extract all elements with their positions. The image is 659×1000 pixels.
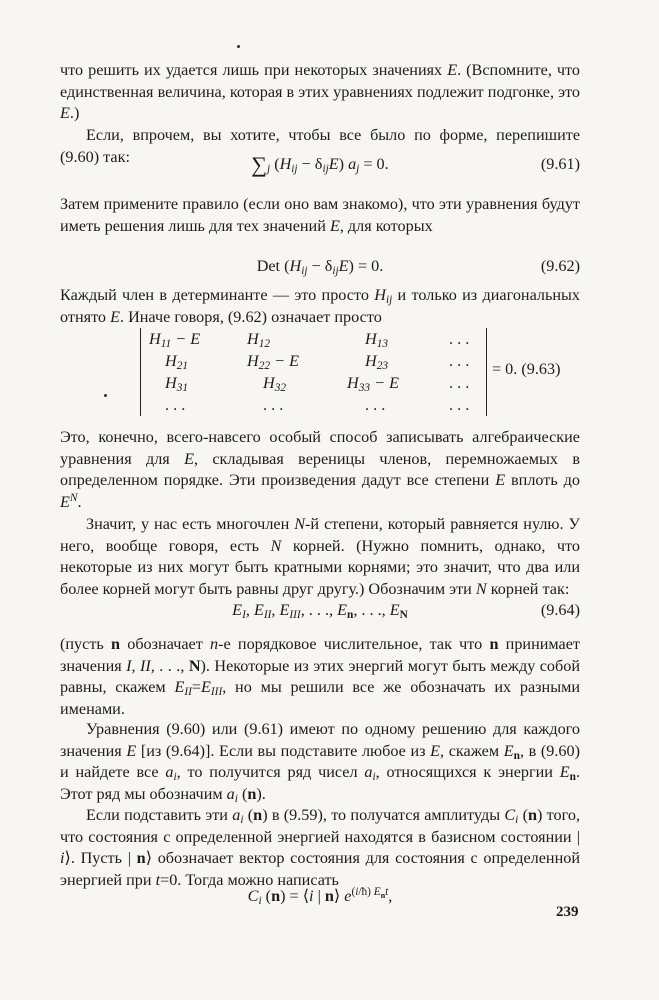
speck	[104, 394, 107, 397]
matrix-cell: . . .	[449, 352, 470, 370]
matrix-cell: . . .	[449, 330, 470, 348]
paragraph-8: Уравнения (9.60) или (9.61) имеют по одному решению для каждого значения E [из (9.64)]. Если вы подставите любое из E, скажем $E_n$, в (9.60) и найдете все $a_i$, то получится ряд чисел $a_i$, относящихся к энергии $E_n$. Этот ряд мы обозначим $a_i$ (n).	[60, 720, 580, 805]
equation-number: (9.64)	[540, 601, 580, 619]
equation-9-62	[60, 254, 580, 278]
matrix-cell: $H_{13}$	[365, 330, 389, 350]
speck	[237, 45, 240, 48]
paragraph-2: Если, впрочем, вы хотите, чтобы все было по форме, перепишите (9.60) так:	[60, 126, 580, 166]
equation-9-65-body: $C_i$ (n) = ⟨i | n⟩ $e^{(i/ħ) E_nt}$,	[247, 886, 393, 907]
matrix-cell: $H_{21}$	[165, 352, 189, 372]
equation-9-64	[60, 598, 580, 622]
equation-number: = 0. (9.63)	[492, 360, 561, 378]
matrix-cell: . . .	[449, 396, 470, 414]
matrix-cell: . . .	[165, 396, 186, 414]
matrix-cell: $H_{22} - E$	[247, 352, 299, 372]
matrix-cell: $H_{11} - E$	[149, 330, 201, 350]
matrix-cell: $H_{23}$	[365, 352, 389, 372]
paragraph-3: Затем примените правило (если оно вам знакомо), что эти уравнения будут иметь решения лишь для тех значений E, для которых	[60, 195, 580, 235]
matrix-cell: $H_{12}$	[247, 330, 271, 350]
matrix-cell: $H_{33} - E$	[347, 374, 399, 394]
equation-9-64-body: $E_I$, $E_{II}$, $E_{III}$, . . ., $E_n$, . . ., $E_N$	[232, 601, 408, 621]
paragraph-7: (пусть n обозначает n-е порядковое числительное, так что n принимает значения I, II, . . ., N). Некоторые из этих энергий могут быть между собой равны, скажем $E_{II}=E_{III}$, но мы решили все же обозначать их разными именами.	[60, 635, 581, 718]
paragraph-9: Если подставить эти $a_i$ (n) в (9.59), то получатся амплитуды $C_i$ (n) того, что состояния с определенной энергией находятся в базисном состоянии | i⟩. Пусть | n⟩ обозначает вектор состояния для состояния с определенной энергией при t=0. Тогда можно написать	[60, 806, 581, 889]
equation-9-62-body: Det $(H_{ij} - \delta_{ij}E) = 0$.	[256, 257, 384, 277]
equation-9-61-body: $\sum_j$ $(H_{ij} - \delta_{ij}E) a_j = 0$.	[251, 152, 389, 177]
page-number: 239	[556, 904, 579, 920]
equation-9-61	[60, 152, 580, 176]
paragraph-1: что решить их удается лишь при некоторых значениях E. (Вспомните, что единственная величина, которая в этих уравнениях подлежит подгонке, это E.)	[60, 61, 580, 122]
determinant-matrix	[140, 328, 487, 416]
matrix-cell: . . .	[263, 396, 284, 414]
paragraph-6: Значит, у нас есть многочлен N-й степени, который равняется нулю. У него, вообще говоря, есть N корней. (Нужно помнить, однако, что некоторые из них могут быть кратными корнями; это значит, что два или более корней могут быть равны друг другу.) Обозначим эти N корней так:	[60, 515, 580, 598]
equation-9-65	[60, 884, 580, 908]
equation-number: (9.62)	[540, 257, 580, 275]
matrix-cell: $H_{31}$	[165, 374, 189, 394]
matrix-cell: . . .	[365, 396, 386, 414]
matrix-cell: $H_{32}$	[263, 374, 287, 394]
paragraph-5: Это, конечно, всего-навсего особый способ записывать алгебраические уравнения для E, складывая вереницы членов, перемножаемых в определенном порядке. Эти произведения дадут все степени E вплоть до $E^N$.	[60, 428, 580, 511]
equation-number: (9.61)	[540, 155, 580, 173]
paragraph-4: Каждый член в детерминанте — это просто $H_{ij}$ и только из диагональных отнято E. Иначе говоря, (9.62) означает просто	[60, 286, 580, 326]
matrix-cell: . . .	[449, 374, 470, 392]
